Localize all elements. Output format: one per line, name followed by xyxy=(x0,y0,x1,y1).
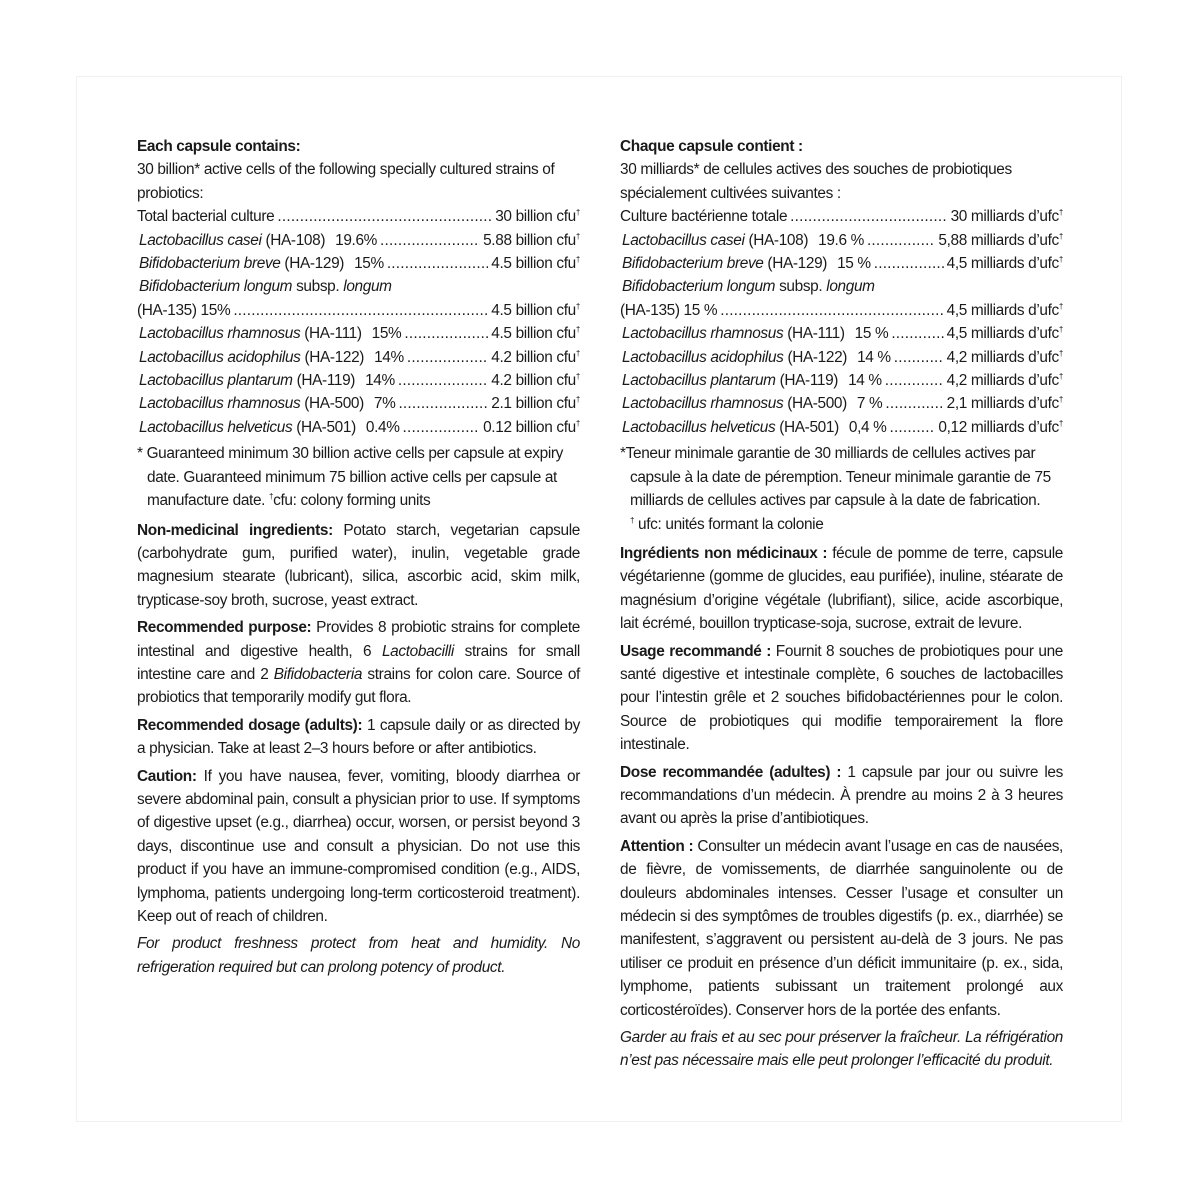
en-nonmedicinal: Non-medicinal ingredients: Potato starch, vegetarian capsule (carbohydrate gum, purified water), inulin, vegetable grade magnesium stearate (lubricant), silica, ascorbic acid, skim milk, trypticase-soy broth, sucrose, yeast extract. xyxy=(137,521,580,609)
leader-dots xyxy=(233,299,488,322)
leader-dots xyxy=(867,229,935,252)
strain-amount: 4.5 billion cfu† xyxy=(491,301,580,319)
english-column xyxy=(137,135,580,979)
strain-name: Lactobacillus acidophilus (HA-122) xyxy=(139,348,365,366)
leader-dots xyxy=(891,322,943,345)
strain-row xyxy=(137,369,580,392)
strain-row xyxy=(137,205,580,228)
strain-row xyxy=(620,369,1063,392)
fr-intro: 30 milliards* de cellules actives des souches de probiotiques spécialement cultivées suivantes : xyxy=(620,161,1012,202)
strain-row xyxy=(137,229,580,252)
leader-dots xyxy=(874,252,944,275)
fr-heading: Chaque capsule contient : xyxy=(620,138,803,155)
leader-dots xyxy=(894,346,944,369)
strain-percent: 14 % xyxy=(848,372,882,390)
strain-row xyxy=(620,416,1063,439)
strain-row xyxy=(620,229,1063,252)
fr-nonmedicinal: Ingrédients non médicinaux : fécule de pomme de terre, capsule végétarienne (gomme de glucides, eau purifiée), inuline, stéarate de magnésium d’origine végétale (lubrifiant), silice, acide ascorbique, lait écrémé, bouillon trypticase-soja, sucrose, extrait de levure. xyxy=(620,544,1063,633)
strain-percent: 15% xyxy=(354,255,384,273)
strain-row xyxy=(137,322,580,345)
strain-name: Lactobacillus rhamnosus (HA-111) xyxy=(139,325,362,343)
strain-percent: 7% xyxy=(373,395,396,413)
strain-amount: 4.2 billion cfu† xyxy=(491,372,580,390)
leader-dots xyxy=(404,322,488,345)
leader-dots xyxy=(403,416,481,439)
en-longum-line: Bifidobacterium longum subsp. longum xyxy=(139,278,392,296)
leader-dots xyxy=(885,392,943,415)
strain-row xyxy=(620,322,1063,345)
strain-percent: 19.6 % xyxy=(818,231,864,249)
strain-amount: 4.5 billion cfu† xyxy=(491,255,580,273)
strain-percent: 7 % xyxy=(856,395,883,413)
strain-row xyxy=(620,252,1063,275)
strain-row xyxy=(137,252,580,275)
strain-name: Lactobacillus helveticus (HA-501) xyxy=(622,418,839,436)
strain-name: Total bacterial culture xyxy=(137,208,275,226)
strain-percent: 15 % xyxy=(837,255,871,273)
strain-row xyxy=(137,346,580,369)
strain-name: Lactobacillus rhamnosus (HA-500) xyxy=(139,395,364,413)
strain-row xyxy=(620,346,1063,369)
leader-dots xyxy=(398,392,488,415)
strain-amount: 4,2 milliards d’ufc† xyxy=(946,348,1063,366)
leader-dots xyxy=(407,346,488,369)
strain-row xyxy=(137,299,580,322)
strain-row xyxy=(620,299,1063,322)
strain-name: Lactobacillus helveticus (HA-501) xyxy=(139,418,356,436)
strain-row xyxy=(137,392,580,415)
strain-percent: 14% xyxy=(365,372,395,390)
strain-amount: 4,5 milliards d’ufc† xyxy=(946,255,1063,273)
fr-longum-line: Bifidobacterium longum subsp. longum xyxy=(622,278,875,296)
strain-amount: 30 billion cfu† xyxy=(495,208,580,226)
strain-name: Lactobacillus acidophilus (HA-122) xyxy=(622,348,848,366)
strain-row xyxy=(620,205,1063,228)
french-column xyxy=(620,135,1063,1073)
strain-percent: 0.4% xyxy=(365,418,400,436)
strain-name: Bifidobacterium breve (HA-129) xyxy=(139,255,345,273)
strain-amount: 2.1 billion cfu† xyxy=(491,395,580,413)
en-caution: Caution: If you have nausea, fever, vomiting, bloody diarrhea or severe abdominal pain, consult a physician prior to use. If symptoms of digestive upset (e.g., diarrhea) occur, worsen, or persist beyond 3 days, discontinue use and consult a physician. Do not use this product if you have an immune-compromised condition (e.g., AIDS, lymphoma, patients undergoing long-term corticosteroid treatment). Keep out of reach of children. xyxy=(137,767,580,925)
fr-dosage: Dose recommandée (adultes) : 1 capsule par jour ou suivre les recommandations d’un médecin. À prendre au moins 2 à 3 heures avant ou après la prise d’antibiotiques. xyxy=(620,763,1063,828)
strain-amount: 0,12 milliards d’ufc† xyxy=(938,418,1063,436)
leader-dots xyxy=(885,369,944,392)
fr-strain-list xyxy=(620,205,1063,275)
en-footnote: * Guaranteed minimum 30 billion active cells per capsule at expiry date. Guaranteed minimum 75 billion active cells per capsule at manufacture date. †cfu: colony forming units xyxy=(137,445,564,510)
en-heading: Each capsule contains: xyxy=(137,138,301,155)
en-strain-list-2 xyxy=(137,299,580,439)
en-purpose: Recommended purpose: Provides 8 probiotic strains for complete intestinal and digestive health, 6 Lactobacilli strains for small intestine care and 2 Bifidobacteria strains for colon care. Source of probiotics that temporarily modify gut flora. xyxy=(137,619,580,707)
fr-storage: Garder au frais et au sec pour préserver la fraîcheur. La réfrigération n’est pas nécessaire mais elle peut prolonger l’efficacité du produit. xyxy=(620,1029,1063,1070)
strain-percent: 0,4 % xyxy=(848,418,887,436)
leader-dots xyxy=(889,416,935,439)
strain-name: Lactobacillus casei (HA-108) xyxy=(622,231,809,249)
leader-dots xyxy=(380,229,480,252)
strain-name: Lactobacillus rhamnosus (HA-111) xyxy=(622,325,845,343)
strain-name: Lactobacillus plantarum (HA-119) xyxy=(139,372,356,390)
strain-name: Lactobacillus plantarum (HA-119) xyxy=(622,372,839,390)
leader-dots xyxy=(720,299,943,322)
strain-name: (HA-135) 15% xyxy=(137,301,231,319)
en-storage: For product freshness protect from heat and humidity. No refrigeration required but can prolong potency of product. xyxy=(137,935,580,976)
strain-amount: 5,88 milliards d’ufc† xyxy=(938,231,1063,249)
strain-percent: 14% xyxy=(374,348,404,366)
strain-percent: 19.6% xyxy=(335,231,377,249)
leader-dots xyxy=(277,205,492,228)
strain-amount: 4,5 milliards d’ufc† xyxy=(946,325,1063,343)
strain-percent: 15% xyxy=(371,325,402,343)
leader-dots xyxy=(398,369,488,392)
leader-dots xyxy=(387,252,488,275)
strain-amount: 4.2 billion cfu† xyxy=(491,348,580,366)
strain-percent: 15 % xyxy=(854,325,889,343)
fr-footnote: *Teneur minimale garantie de 30 milliards de cellules actives par capsule à la date de péremption. Teneur minimale garantie de 75 milliards de cellules actives par capsule à la date de fabrication. † ufc: unités formant la colonie xyxy=(620,445,1051,533)
strain-amount: 2,1 milliards d’ufc† xyxy=(946,395,1063,413)
strain-name: Lactobacillus rhamnosus (HA-500) xyxy=(622,395,847,413)
strain-amount: 4,5 milliards d’ufc† xyxy=(946,301,1063,319)
strain-amount: 4.5 billion cfu† xyxy=(491,325,580,343)
strain-row xyxy=(137,416,580,439)
strain-amount: 5.88 billion cfu† xyxy=(483,231,580,249)
strain-amount: 4,2 milliards d’ufc† xyxy=(946,372,1063,390)
strain-name: Lactobacillus casei (HA-108) xyxy=(139,231,326,249)
fr-caution: Attention : Consulter un médecin avant l’usage en cas de nausées, de fièvre, de vomissements, de diarrhée sanguinolente ou de douleurs abdominales intenses. Cesser l’usage et consulter un médecin si des symptômes de troubles digestifs (p. ex., diarrhée) se manifestent, s’aggravent ou persistent au-delà de 3 jours. Ne pas utiliser ce produit en présence d’un déficit immunitaire (p. ex., sida, lymphome, patients subissant un traitement prolongé aux corticostéroïdes). Conserver hors de la portée des enfants. xyxy=(620,837,1063,1019)
leader-dots xyxy=(790,205,947,228)
en-strain-list xyxy=(137,205,580,275)
fr-strain-list-2 xyxy=(620,299,1063,439)
en-intro: 30 billion* active cells of the following specially cultured strains of probiotics: xyxy=(137,161,555,202)
strain-amount: 30 milliards d’ufc† xyxy=(950,208,1063,226)
fr-purpose: Usage recommandé : Fournit 8 souches de probiotiques pour une santé digestive et intestinale complète, 6 souches de lactobacilles pour l’intestin grêle et 2 souches bifidobactériennes pour le colon. Source de probiotiques qui modifie temporairement la flore intestinale. xyxy=(620,642,1064,754)
strain-percent: 14 % xyxy=(857,348,891,366)
strain-name: Culture bactérienne totale xyxy=(620,208,788,226)
strain-name: (HA-135) 15 % xyxy=(620,301,718,319)
strain-name: Bifidobacterium breve (HA-129) xyxy=(622,255,828,273)
strain-amount: 0.12 billion cfu† xyxy=(483,418,580,436)
strain-row xyxy=(620,392,1063,415)
en-dosage: Recommended dosage (adults): 1 capsule daily or as directed by a physician. Take at least 2–3 hours before or after antibiotics. xyxy=(137,716,580,758)
